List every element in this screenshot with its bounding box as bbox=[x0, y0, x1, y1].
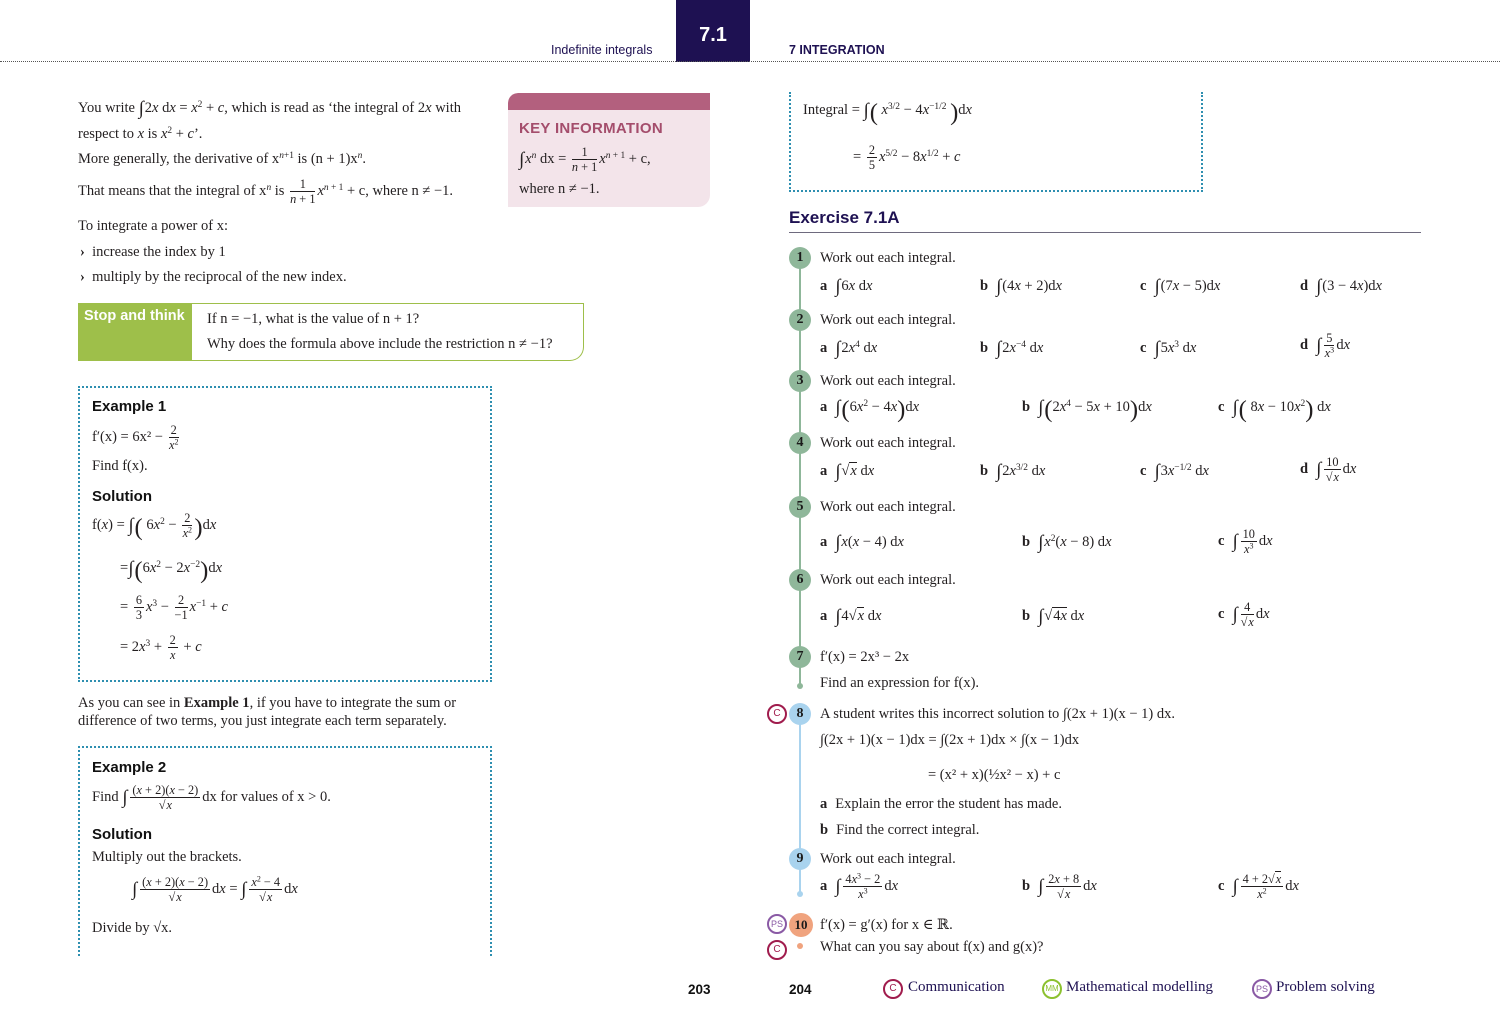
question-8b: b Find the correct integral. bbox=[820, 822, 980, 838]
question-number-8: 8 bbox=[789, 703, 811, 725]
header-divider bbox=[0, 61, 1500, 62]
example-2-step-1: Multiply out the brackets. bbox=[92, 849, 242, 865]
question-8a: a Explain the error the student has made. bbox=[820, 796, 1062, 812]
green-line-end-dot bbox=[797, 683, 803, 689]
stop-and-think-label: Stop and think bbox=[78, 303, 192, 361]
stop-and-think-q2: Why does the formula above include the restriction n ≠ −1? bbox=[207, 336, 553, 352]
question-number-9: 9 bbox=[789, 848, 811, 870]
between-text-line-2: difference of two terms, you just integrate each term separately. bbox=[78, 713, 447, 729]
between-text-line-1: As you can see in Example 1, if you have to integrate the sum or bbox=[78, 695, 457, 711]
question-4c: c $\int 3x^{-1/2}$ dx bbox=[1140, 461, 1209, 482]
example-2-solution-title: Solution bbox=[92, 826, 152, 843]
header-right-title: 7 INTEGRATION bbox=[789, 43, 885, 57]
key-information-title: KEY INFORMATION bbox=[519, 120, 663, 137]
problem-solving-badge-icon: PS bbox=[767, 914, 787, 934]
question-2b: b $\int 2x^{-4}$ dx bbox=[980, 338, 1044, 359]
example-1-title: Example 1 bbox=[92, 398, 167, 415]
bullet-icon: › bbox=[80, 244, 85, 260]
question-3b: b $\int(2x^4 - 5x + 10)dx$ bbox=[1022, 396, 1152, 423]
question-3a: a $\int(6x^2 - 4x)dx$ bbox=[820, 396, 920, 423]
question-number-6: 6 bbox=[789, 569, 811, 591]
example-1-step-2: $=\int(6x^2 - 2x^{-2})dx$ bbox=[120, 557, 223, 584]
question-number-3: 3 bbox=[789, 370, 811, 392]
page-number-left: 203 bbox=[688, 982, 711, 997]
question-6-text: Work out each integral. bbox=[820, 572, 956, 588]
intro-line-5: To integrate a power of x: bbox=[78, 218, 228, 234]
question-2a: a $\int 2x^4$ dx bbox=[820, 338, 878, 359]
question-4b: b $\int 2x^{3/2}$ dx bbox=[980, 461, 1046, 482]
legend-modelling-icon: MM bbox=[1042, 979, 1062, 999]
key-information-formula: $\int x^n$ dx = $\frac{1}{n + 1}$ $x^{n + 1} + c$, bbox=[519, 145, 651, 175]
question-5a: a ∫x(x − 4) dx bbox=[820, 532, 904, 553]
example-1-step-4: = $2x^3$ + $\frac{2}{x}$ + c bbox=[120, 633, 202, 663]
header-left-title: Indefinite integrals bbox=[551, 43, 653, 57]
section-tab: 7.1 bbox=[676, 0, 750, 62]
example-2-working: ∫ $\frac{(x + 2)(x - 2)}{√x}$ dx = ∫ $\frac{x^2 - 4}{√x}$ dx bbox=[132, 874, 298, 905]
question-number-2: 2 bbox=[789, 309, 811, 331]
legend-problem-solving-label: Problem solving bbox=[1276, 979, 1375, 995]
question-1-text: Work out each integral. bbox=[820, 250, 956, 266]
communication-badge-icon: C bbox=[767, 940, 787, 960]
question-8-text: A student writes this incorrect solution to ∫(2x + 1)(x − 1) dx. bbox=[820, 706, 1175, 722]
question-6c: c ∫ $\frac{4}{√x}$ dx bbox=[1218, 600, 1270, 630]
question-1c: c ∫(7x − 5)dx bbox=[1140, 276, 1221, 297]
blue-line-end-dot bbox=[797, 891, 803, 897]
question-9-text: Work out each integral. bbox=[820, 851, 956, 867]
question-10-text-2: What can you say about f(x) and g(x)? bbox=[820, 939, 1044, 955]
intro-line-2: respect to x is $x^2 + c$’. bbox=[78, 125, 203, 142]
example-1-box bbox=[78, 386, 492, 682]
example-2-step-2: Divide by √x. bbox=[92, 920, 173, 936]
question-8-working-1: ∫(2x + 1)(x − 1)dx = ∫(2x + 1)dx × ∫(x − 1)dx bbox=[820, 732, 1080, 748]
key-information-condition: where n ≠ −1. bbox=[519, 181, 600, 197]
question-5b: b $\int x^2(x - 8)$ dx bbox=[1022, 532, 1112, 553]
question-4a: a ∫√x dx bbox=[820, 461, 875, 482]
question-3c: c ∫( $8x - 10x^2$) dx bbox=[1218, 396, 1331, 423]
stop-and-think-box bbox=[78, 303, 584, 361]
continued-line-2: = $\frac{2}{5}$ $x^{5/2} - 8x^{1/2} + c$ bbox=[853, 143, 961, 173]
question-7-text-2: Find an expression for f(x). bbox=[820, 675, 980, 691]
legend-problem-solving-icon: PS bbox=[1252, 979, 1272, 999]
orange-line-end-dot bbox=[797, 943, 803, 949]
example-2-continued-box bbox=[789, 92, 1203, 192]
question-10-text: f′(x) = g′(x) for x ∈ ℝ. bbox=[820, 917, 953, 933]
question-number-10: 10 bbox=[789, 913, 813, 937]
question-3-text: Work out each integral. bbox=[820, 373, 956, 389]
question-9a: a ∫ $\frac{4x^3 - 2}{x^3}$ dx bbox=[820, 871, 898, 902]
example-1-step-3: = $\frac{6}{3}$ $x^3$ − $\frac{2}{-1}$ $x^{-1} + c$ bbox=[120, 593, 228, 623]
question-number-4: 4 bbox=[789, 432, 811, 454]
question-2c: c $\int 5x^3$ dx bbox=[1140, 338, 1197, 359]
question-2d: d ∫ $\frac{5}{x^3}$ dx bbox=[1300, 331, 1351, 361]
communication-badge-icon: C bbox=[767, 704, 787, 724]
example-2-title: Example 2 bbox=[92, 759, 167, 776]
question-9c: c ∫ $\frac{4 + 2√x}{x^2}$ dx bbox=[1218, 872, 1299, 902]
question-5-text: Work out each integral. bbox=[820, 499, 956, 515]
question-1d: d ∫(3 − 4x)dx bbox=[1300, 276, 1382, 297]
continued-line-1: Integral = ∫( $x^{3/2} - 4x^{-1/2}$ )dx bbox=[803, 99, 972, 126]
example-1-task: Find f(x). bbox=[92, 458, 148, 474]
question-6a: a ∫4√x dx bbox=[820, 606, 882, 627]
question-number-1: 1 bbox=[789, 247, 811, 269]
question-number-7: 7 bbox=[789, 646, 811, 668]
bullet-icon: › bbox=[80, 269, 85, 285]
intro-line-4: That means that the integral of $x^n$ is $\frac{1}{n + 1}$ $x^{n + 1} + c$, where n ≠ −1. bbox=[78, 177, 454, 207]
legend-modelling-label: Mathematical modelling bbox=[1066, 979, 1214, 995]
bullet-1: › increase the index by 1 bbox=[80, 244, 226, 260]
intro-line-1: You write ∫2x dx = $x^2 + c$, which is read as ‘the integral of 2x with bbox=[78, 98, 461, 119]
question-9b: b ∫ $\frac{2x + 8}{√x}$ dx bbox=[1022, 872, 1097, 902]
key-information-box bbox=[508, 93, 710, 207]
key-information-bar bbox=[508, 93, 710, 110]
question-4d: d ∫ $\frac{10}{√x}$ dx bbox=[1300, 455, 1357, 485]
intro-line-3: More generally, the derivative of $x^{n+1}$ is $(n + 1)x^n$. bbox=[78, 150, 366, 167]
question-1b: b ∫(4x + 2)dx bbox=[980, 276, 1062, 297]
legend-communication-icon: C bbox=[883, 979, 903, 999]
question-1a: a ∫6x dx bbox=[820, 276, 873, 297]
example-1-solution-title: Solution bbox=[92, 488, 152, 505]
stop-and-think-q1: If n = −1, what is the value of n + 1? bbox=[207, 311, 420, 327]
question-6b: b ∫√4x dx bbox=[1022, 606, 1085, 627]
question-5c: c ∫ $\frac{10}{x^3}$ dx bbox=[1218, 527, 1273, 557]
question-number-5: 5 bbox=[789, 496, 811, 518]
example-2-find: Find ∫ $\frac{(x + 2)(x - 2)}{√x}$ dx for values of x > 0. bbox=[92, 783, 331, 813]
question-2-text: Work out each integral. bbox=[820, 312, 956, 328]
legend-communication-label: Communication bbox=[908, 979, 1005, 995]
bullet-2: › multiply by the reciprocal of the new index. bbox=[80, 269, 347, 285]
exercise-title: Exercise 7.1A bbox=[789, 208, 900, 227]
example-1-given: f′(x) = 6x² − $\frac{2}{x^2}$ bbox=[92, 423, 179, 453]
question-8-working-2: = (x² + x)(½x² − x) + c bbox=[928, 767, 1061, 783]
example-1-step-1: f(x) = ∫( $6x^2$ − $\frac{2}{x^2}$ )dx bbox=[92, 511, 217, 542]
question-7-text: f′(x) = 2x³ − 2x bbox=[820, 649, 910, 665]
exercise-rule bbox=[789, 232, 1421, 233]
question-4-text: Work out each integral. bbox=[820, 435, 956, 451]
page-number-right: 204 bbox=[789, 982, 812, 997]
example-2-box bbox=[78, 746, 492, 956]
